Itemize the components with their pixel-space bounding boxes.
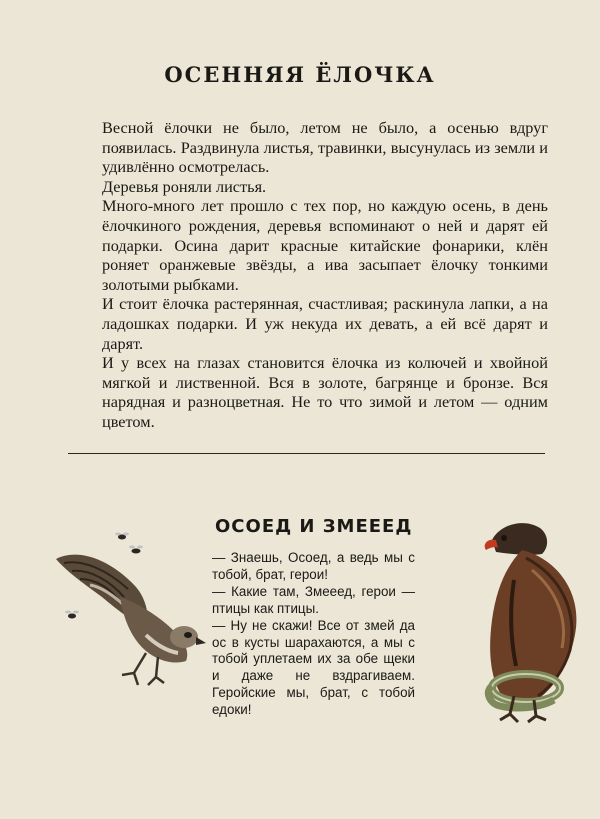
paragraph: Деревья роняли листья. (102, 176, 267, 196)
wasp-icon (65, 611, 79, 619)
honey-buzzard-illustration (50, 525, 210, 695)
story-title-autumn-fir: ОСЕННЯЯ ЁЛОЧКА (164, 62, 436, 87)
dialogue-line: — Ну не скажи! Все от змей да ос в кусты шарахаются, а мы с тобой уплетаем их за обе щеки и даже не вздрагиваем. Геройские мы, брат, с тобой едоки! (212, 617, 415, 718)
snake-eagle-illustration (430, 510, 590, 725)
wasp-icon (129, 546, 143, 554)
dialogue-line: — Знаешь, Осоед, а ведь мы с тобой, брат, герои! (212, 550, 415, 582)
story-text-autumn-fir (102, 118, 548, 432)
paragraph: И у всех на глазах становится ёлочка из колючей и хвойной мягкой и лиственной. Вся в золоте, багрянце и бронзе. Вся нарядная и разноцветная. Не то что зимой и летом — одним цветом. (102, 353, 548, 431)
story-title-buzzard-and-eagle: ОСОЕД И ЗМЕЕЕД (215, 516, 413, 537)
paragraph: И стоит ёлочка растерянная, счастливая; раскинула лапки, а на ладошках подарки. И уж некуда их девать, а ей всё дарят и дарят. (102, 294, 548, 353)
dialogue-line: — Какие там, Змеeед, герои — птицы как птицы. (212, 583, 415, 616)
section-divider (68, 453, 545, 454)
wasp-icon (115, 533, 129, 540)
story-text-buzzard-and-eagle (212, 550, 415, 719)
paragraph: Весной ёлочки не было, летом не было, а осенью вдруг появилась. Раздвинула листья, травинки, высунулась из земли и удивлённо осмотрелась. (102, 118, 548, 177)
paragraph: Много-много лет прошло с тех пор, но каждую осень, в день ёлочкиного рождения, деревья вспоминают о ней и дарят ей подарки. Осина дарит красные китайские фонарики, клён роняет оранжевые звёзды, а ива засыпает ёлочку тонкими золотыми рыбками. (102, 196, 548, 294)
